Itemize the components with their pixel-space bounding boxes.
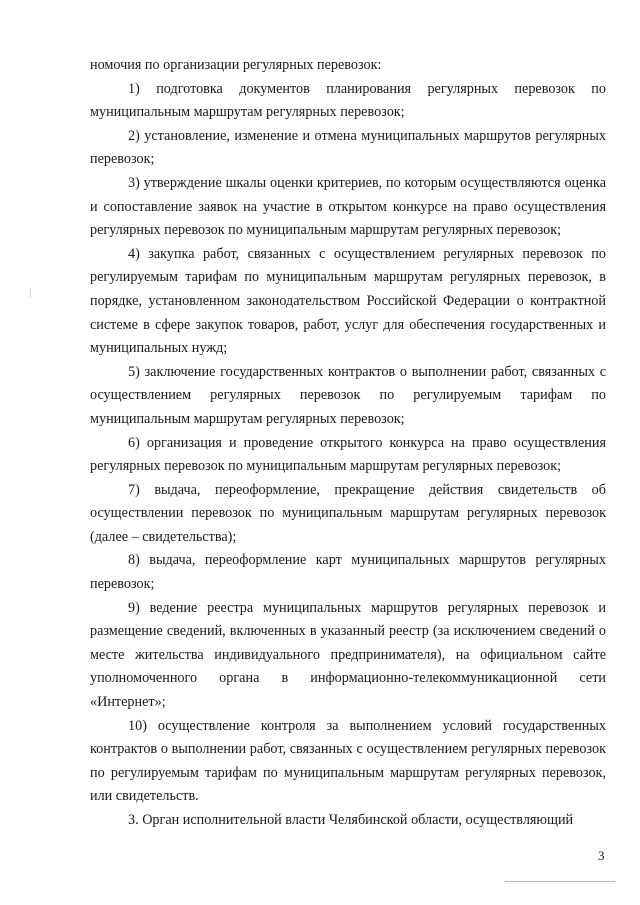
- paragraph-item-4: 4) закупка работ, связанных с осуществлением регулярных перевозок по регулируемым тарифам по муниципальным маршрутам регулярных перевозок, в порядке, установленном законодательством Российской Федерации о контрактной системе в сфере закупок товаров, работ, услуг для обеспечения государственных и муниципальных нужд;: [90, 245, 606, 357]
- paragraph-continuation: номочия по организации регулярных перевозок:: [90, 57, 382, 73]
- paragraph-section-3: 3. Орган исполнительной власти Челябинской области, осуществляющий: [128, 812, 574, 828]
- paragraph-item-10: 10) осуществление контроля за выполнением условий государственных контрактов о выполнении работ, связанных с осуществлением регулярных перевозок по регулируемым тарифам по муниципальным маршрутам регулярных перевозок, или свидетельств.: [90, 717, 606, 805]
- page-number: 3: [598, 848, 605, 863]
- margin-mark: [30, 288, 31, 298]
- paragraph-item-8: 8) выдача, переоформление карт муниципальных маршрутов регулярных перевозок;: [90, 552, 606, 593]
- paragraph-item-1: 1) подготовка документов планирования регулярных перевозок по муниципальным маршрутам регулярных перевозок;: [90, 80, 606, 121]
- paragraph-item-6: 6) организация и проведение открытого конкурса на право осуществления регулярных перевозок по муниципальным маршрутам регулярных перевозок;: [90, 434, 606, 475]
- bottom-rule: [505, 881, 615, 882]
- paragraph-item-2: 2) установление, изменение и отмена муниципальных маршрутов регулярных перевозок;: [90, 127, 606, 168]
- paragraph-item-9: 9) ведение реестра муниципальных маршрутов регулярных перевозок и размещение сведений, включенных в указанный реестр (за исключением сведений о месте жительства индивидуального предпринимателя), на официальном сайте уполномоченного органа в информационно-телекоммуникационной сети «Интернет»;: [90, 599, 606, 711]
- paragraph-item-7: 7) выдача, переоформление, прекращение действия свидетельств об осуществлении перевозок по муниципальным маршрутам регулярных перевозок (далее – свидетельства);: [90, 481, 606, 545]
- paragraph-item-5: 5) заключение государственных контрактов о выполнении работ, связанных с осуществлением регулярных перевозок по регулируемым тарифам по муниципальным маршрутам регулярных перевозок;: [90, 363, 606, 427]
- paragraph-item-3: 3) утверждение шкалы оценки критериев, по которым осуществляются оценка и сопоставление заявок на участие в открытом конкурсе на право осуществления регулярных перевозок по муниципальным маршрутам регулярных перевозок;: [90, 174, 606, 239]
- body-text: [90, 54, 606, 833]
